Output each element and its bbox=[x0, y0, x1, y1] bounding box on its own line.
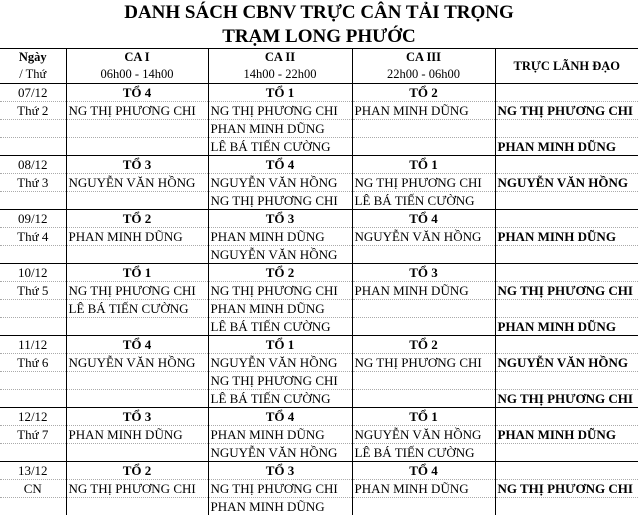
day-team-row bbox=[0, 156, 638, 174]
ca1-time: 06h00 - 14h00 bbox=[66, 66, 208, 84]
staff-ca3: PHAN MINH DŨNG bbox=[352, 480, 495, 498]
staff-ca2: NGUYỄN VĂN HỒNG bbox=[208, 246, 352, 264]
day-team-row bbox=[0, 210, 638, 228]
staff-ca3 bbox=[352, 138, 495, 156]
staff-ca1: NG THỊ PHƯƠNG CHI bbox=[66, 102, 208, 120]
staff-ca2: NG THỊ PHƯƠNG CHI bbox=[208, 192, 352, 210]
day-blank bbox=[0, 444, 66, 462]
staff-ca3 bbox=[352, 300, 495, 318]
staff-ca2: PHAN MINH DŨNG bbox=[208, 426, 352, 444]
leader-cell: NG THỊ PHƯƠNG CHI bbox=[495, 282, 638, 300]
staff-ca3: NG THỊ PHƯƠNG CHI bbox=[352, 354, 495, 372]
staff-row bbox=[0, 282, 638, 300]
staff-ca2: NG THỊ PHƯƠNG CHI bbox=[208, 282, 352, 300]
staff-ca1: LÊ BÁ TIẾN CƯỜNG bbox=[66, 300, 208, 318]
weekday-cell: CN bbox=[0, 480, 66, 498]
col-ca2-header: CA II bbox=[208, 49, 352, 67]
team-ca3: TỔ 4 bbox=[352, 210, 495, 228]
staff-ca2: NG THỊ PHƯƠNG CHI bbox=[208, 102, 352, 120]
staff-row bbox=[0, 138, 638, 156]
team-ca3: TỔ 2 bbox=[352, 84, 495, 102]
page-title: DANH SÁCH CBNV TRỰC CÂN TẢI TRỌNG bbox=[0, 2, 638, 24]
weekday-cell: Thứ 4 bbox=[0, 228, 66, 246]
staff-row bbox=[0, 192, 638, 210]
team-ca2: TỔ 4 bbox=[208, 408, 352, 426]
duty-roster-table bbox=[0, 48, 638, 515]
staff-ca3 bbox=[352, 318, 495, 336]
staff-ca3: NGUYỄN VĂN HỒNG bbox=[352, 228, 495, 246]
team-ca3: TỔ 2 bbox=[352, 336, 495, 354]
leader-cell bbox=[495, 498, 638, 515]
day-team-row bbox=[0, 264, 638, 282]
leader-cell: NG THỊ PHƯƠNG CHI bbox=[495, 102, 638, 120]
staff-ca2: NGUYỄN VĂN HỒNG bbox=[208, 174, 352, 192]
team-ca3: TỔ 4 bbox=[352, 462, 495, 480]
staff-ca3: LÊ BÁ TIẾN CƯỜNG bbox=[352, 192, 495, 210]
weekday-cell: Thứ 6 bbox=[0, 354, 66, 372]
staff-row bbox=[0, 174, 638, 192]
staff-row bbox=[0, 372, 638, 390]
staff-ca3 bbox=[352, 390, 495, 408]
team-ca2: TỔ 1 bbox=[208, 84, 352, 102]
staff-ca1 bbox=[66, 444, 208, 462]
staff-ca1 bbox=[66, 192, 208, 210]
staff-row bbox=[0, 246, 638, 264]
day-blank bbox=[0, 318, 66, 336]
leader-cell: NG THỊ PHƯƠNG CHI bbox=[495, 480, 638, 498]
leader-cell bbox=[495, 192, 638, 210]
team-ca1: TỔ 3 bbox=[66, 156, 208, 174]
staff-ca1 bbox=[66, 318, 208, 336]
leader-cell: PHAN MINH DŨNG bbox=[495, 138, 638, 156]
staff-row bbox=[0, 228, 638, 246]
weekday-cell: Thứ 7 bbox=[0, 426, 66, 444]
staff-ca1: NGUYỄN VĂN HỒNG bbox=[66, 354, 208, 372]
staff-row bbox=[0, 390, 638, 408]
staff-ca1: PHAN MINH DŨNG bbox=[66, 228, 208, 246]
staff-row bbox=[0, 300, 638, 318]
day-blank bbox=[0, 138, 66, 156]
leader-blank bbox=[495, 336, 638, 354]
leader-cell: PHAN MINH DŨNG bbox=[495, 426, 638, 444]
staff-row bbox=[0, 480, 638, 498]
leader-cell: NGUYỄN VĂN HỒNG bbox=[495, 174, 638, 192]
leader-cell bbox=[495, 246, 638, 264]
day-blank bbox=[0, 120, 66, 138]
staff-ca3: NGUYỄN VĂN HỒNG bbox=[352, 426, 495, 444]
team-ca1: TỔ 2 bbox=[66, 210, 208, 228]
team-ca2: TỔ 3 bbox=[208, 462, 352, 480]
staff-row bbox=[0, 354, 638, 372]
staff-ca1 bbox=[66, 246, 208, 264]
leader-cell bbox=[495, 120, 638, 138]
staff-ca1 bbox=[66, 372, 208, 390]
staff-ca2: NG THỊ PHƯƠNG CHI bbox=[208, 372, 352, 390]
staff-ca1 bbox=[66, 498, 208, 515]
leader-cell: NG THỊ PHƯƠNG CHI bbox=[495, 390, 638, 408]
day-blank bbox=[0, 192, 66, 210]
staff-ca1 bbox=[66, 138, 208, 156]
day-blank bbox=[0, 372, 66, 390]
staff-ca2: LÊ BÁ TIẾN CƯỜNG bbox=[208, 318, 352, 336]
date-cell: 12/12 bbox=[0, 408, 66, 426]
date-cell: 07/12 bbox=[0, 84, 66, 102]
team-ca1: TỔ 2 bbox=[66, 462, 208, 480]
leader-cell bbox=[495, 444, 638, 462]
col-ca3-header: CA III bbox=[352, 49, 495, 67]
ca2-time: 14h00 - 22h00 bbox=[208, 66, 352, 84]
leader-cell: PHAN MINH DŨNG bbox=[495, 228, 638, 246]
staff-ca2: LÊ BÁ TIẾN CƯỜNG bbox=[208, 390, 352, 408]
staff-ca2: LÊ BÁ TIẾN CƯỜNG bbox=[208, 138, 352, 156]
staff-ca3 bbox=[352, 246, 495, 264]
staff-row bbox=[0, 444, 638, 462]
team-ca1: TỔ 4 bbox=[66, 336, 208, 354]
staff-ca3: PHAN MINH DŨNG bbox=[352, 282, 495, 300]
date-cell: 09/12 bbox=[0, 210, 66, 228]
col-weekday-header: / Thứ bbox=[0, 66, 66, 84]
team-ca1: TỔ 3 bbox=[66, 408, 208, 426]
staff-ca1 bbox=[66, 390, 208, 408]
date-cell: 08/12 bbox=[0, 156, 66, 174]
weekday-cell: Thứ 5 bbox=[0, 282, 66, 300]
staff-ca2: PHAN MINH DŨNG bbox=[208, 120, 352, 138]
leader-blank bbox=[495, 156, 638, 174]
col-ca1-header: CA I bbox=[66, 49, 208, 67]
staff-ca2: PHAN MINH DŨNG bbox=[208, 300, 352, 318]
staff-ca1: PHAN MINH DŨNG bbox=[66, 426, 208, 444]
day-team-row bbox=[0, 408, 638, 426]
date-cell: 10/12 bbox=[0, 264, 66, 282]
leader-blank bbox=[495, 264, 638, 282]
date-cell: 13/12 bbox=[0, 462, 66, 480]
leader-cell bbox=[495, 300, 638, 318]
staff-ca2: NG THỊ PHƯƠNG CHI bbox=[208, 480, 352, 498]
day-blank bbox=[0, 390, 66, 408]
col-day-header: Ngày bbox=[0, 49, 66, 67]
date-cell: 11/12 bbox=[0, 336, 66, 354]
staff-ca1: NG THỊ PHƯƠNG CHI bbox=[66, 480, 208, 498]
staff-ca2: NGUYỄN VĂN HỒNG bbox=[208, 444, 352, 462]
staff-ca1: NGUYỄN VĂN HỒNG bbox=[66, 174, 208, 192]
staff-row bbox=[0, 120, 638, 138]
staff-ca1: NG THỊ PHƯƠNG CHI bbox=[66, 282, 208, 300]
leader-blank bbox=[495, 210, 638, 228]
staff-row bbox=[0, 102, 638, 120]
weekday-cell: Thứ 3 bbox=[0, 174, 66, 192]
leader-cell: NGUYỄN VĂN HỒNG bbox=[495, 354, 638, 372]
team-ca3: TỔ 1 bbox=[352, 156, 495, 174]
weekday-cell: Thứ 2 bbox=[0, 102, 66, 120]
team-ca2: TỔ 2 bbox=[208, 264, 352, 282]
staff-ca3 bbox=[352, 372, 495, 390]
leader-cell: PHAN MINH DŨNG bbox=[495, 318, 638, 336]
staff-ca2: PHAN MINH DŨNG bbox=[208, 498, 352, 515]
team-ca2: TỔ 3 bbox=[208, 210, 352, 228]
team-ca1: TỔ 4 bbox=[66, 84, 208, 102]
team-ca3: TỔ 1 bbox=[352, 408, 495, 426]
staff-ca2: PHAN MINH DŨNG bbox=[208, 228, 352, 246]
leader-blank bbox=[495, 408, 638, 426]
staff-ca3: NG THỊ PHƯƠNG CHI bbox=[352, 174, 495, 192]
staff-row bbox=[0, 498, 638, 515]
team-ca2: TỔ 1 bbox=[208, 336, 352, 354]
header-row-1 bbox=[0, 49, 638, 67]
staff-ca3: PHAN MINH DŨNG bbox=[352, 102, 495, 120]
day-team-row bbox=[0, 84, 638, 102]
staff-ca1 bbox=[66, 120, 208, 138]
staff-row bbox=[0, 318, 638, 336]
leader-cell bbox=[495, 372, 638, 390]
col-leader-header: TRỰC LÃNH ĐẠO bbox=[495, 49, 638, 84]
page-subtitle: TRẠM LONG PHƯỚC bbox=[0, 26, 638, 48]
ca3-time: 22h00 - 06h00 bbox=[352, 66, 495, 84]
team-ca3: TỔ 3 bbox=[352, 264, 495, 282]
day-team-row bbox=[0, 462, 638, 480]
day-blank bbox=[0, 498, 66, 515]
staff-row bbox=[0, 426, 638, 444]
team-ca1: TỔ 1 bbox=[66, 264, 208, 282]
leader-blank bbox=[495, 84, 638, 102]
day-team-row bbox=[0, 336, 638, 354]
team-ca2: TỔ 4 bbox=[208, 156, 352, 174]
staff-ca3 bbox=[352, 498, 495, 515]
day-blank bbox=[0, 300, 66, 318]
staff-ca3 bbox=[352, 120, 495, 138]
staff-ca3: LÊ BÁ TIẾN CƯỜNG bbox=[352, 444, 495, 462]
day-blank bbox=[0, 246, 66, 264]
leader-blank bbox=[495, 462, 638, 480]
staff-ca2: NGUYỄN VĂN HỒNG bbox=[208, 354, 352, 372]
